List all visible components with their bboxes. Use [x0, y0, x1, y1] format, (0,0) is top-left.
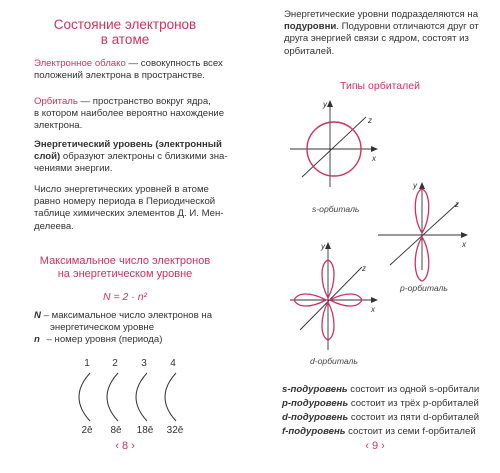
n-cap-def-2: энергетическом уровне — [50, 322, 155, 334]
level-def-2: образуют электроны с близкими зна- — [60, 151, 228, 163]
level-number: 4 — [170, 358, 176, 369]
electron-count: 8ē — [110, 425, 122, 435]
page-number-left: ‹ 8 › — [115, 440, 135, 452]
orbital-def-2: в котором наиболее вероятно нахождение — [34, 108, 225, 120]
formula: N = 2 · n² — [102, 291, 148, 303]
title-line-2: в атоме — [100, 32, 150, 47]
s-orbital-caption: s-орбиталь — [312, 204, 360, 214]
count-line-4: делеева. — [34, 220, 74, 232]
sublevel-f-text: состоит из семи f-орбиталей — [345, 426, 476, 437]
level-arc — [79, 373, 90, 421]
orbital-term: Орбиталь — [34, 96, 78, 107]
p-orbital-figure — [378, 181, 468, 281]
levels-count-text — [34, 184, 224, 233]
axis-y-label: y — [321, 242, 325, 251]
cloud-term: Электронное облако — [34, 58, 126, 69]
axis-x-label: x — [371, 305, 375, 314]
max-electrons-subtitle — [20, 255, 230, 281]
orbital-definition — [34, 96, 224, 133]
n-small-def: – номер уровня (периода) — [43, 334, 163, 346]
axis-x-label: x — [462, 240, 466, 249]
energy-levels-diagram — [60, 355, 200, 435]
axis-z-label: z — [455, 200, 459, 209]
intro-line-3: друга энергией связи с ядром, состоят из — [284, 33, 469, 45]
electron-count: 2ē — [81, 425, 93, 435]
n-small-symbol: n — [34, 334, 40, 346]
sublevels-list — [282, 383, 479, 439]
title-line-1: Состояние электронов — [53, 17, 197, 32]
level-term-1: Энергетический уровень (электронный — [34, 139, 222, 150]
level-number: 3 — [141, 358, 147, 369]
sublevel-f-term: f-подуровень — [282, 426, 346, 437]
s-orbital-figure — [290, 100, 378, 187]
subtitle-line-2: на энергетическом уровне — [57, 268, 193, 280]
level-term-2: слой) — [34, 151, 61, 163]
cloud-def-2: положений электрона в пространстве. — [34, 70, 205, 82]
electron-count: 18ē — [136, 425, 154, 435]
intro-line-1: Энергетические уровни подразделяются на — [284, 9, 479, 20]
page-title — [20, 17, 230, 47]
count-line-1: Число энергетических уровней в атоме — [34, 184, 209, 195]
electron-count: 32ē — [166, 425, 184, 435]
orbital-def-1: — пространство вокруг ядра, — [77, 96, 211, 107]
sublevels-term: подуровни — [284, 21, 337, 33]
cloud-def-1: — совокупность всех — [125, 58, 223, 69]
right-page — [250, 0, 500, 473]
axis-z-label: z — [368, 116, 372, 125]
level-arc — [136, 373, 147, 421]
orbital-types-diagram — [250, 95, 500, 375]
level-number: 1 — [84, 358, 90, 369]
level-number: 2 — [112, 358, 118, 369]
axis-y-label: y — [323, 100, 327, 109]
level-def-3: чениями энергии. — [34, 163, 113, 175]
n-cap-def-1: – максимальное число электронов на — [40, 310, 213, 321]
subtitle-line-1: Максимальное число электронов — [39, 255, 211, 267]
orbital-def-3: электрона. — [34, 120, 83, 132]
formula-legend — [34, 310, 212, 347]
sublevel-d-term: d-подуровень — [282, 412, 349, 423]
intro-line-4: орбиталей. — [284, 45, 335, 57]
cloud-definition — [34, 58, 223, 82]
count-line-2: равно номеру периода в Периодической — [34, 196, 216, 208]
sublevel-p-term: p-подуровень — [282, 398, 349, 409]
sublevel-d-text: состоит из пяти d-орбиталей — [348, 412, 480, 423]
intro-line-2: . Подуровни отличаются друг от — [336, 21, 479, 33]
level-arc — [107, 373, 118, 421]
axis-x-label: x — [372, 154, 376, 163]
orbital-types-title: Типы орбиталей — [340, 80, 420, 92]
d-orbital-caption: d-орбиталь — [310, 356, 358, 366]
n-cap-symbol: N — [34, 310, 41, 321]
sublevel-s-term: s-подуровень — [282, 384, 348, 395]
axis-z-label: z — [362, 264, 366, 273]
d-orbital-figure — [290, 242, 378, 350]
level-arc — [165, 373, 176, 421]
sublevel-s-text: состоит из одной s-орбитали — [347, 384, 480, 395]
page-number-right: ‹ 9 › — [365, 440, 385, 452]
sublevel-p-text: состоит из трёх p-орбиталей — [348, 398, 479, 409]
axis-y-label: y — [413, 181, 417, 190]
count-line-3: таблице химических элементов Д. И. Мен- — [34, 208, 224, 220]
level-definition — [34, 139, 228, 176]
p-orbital-caption: p-орбиталь — [400, 283, 448, 293]
sublevels-intro — [284, 9, 479, 58]
